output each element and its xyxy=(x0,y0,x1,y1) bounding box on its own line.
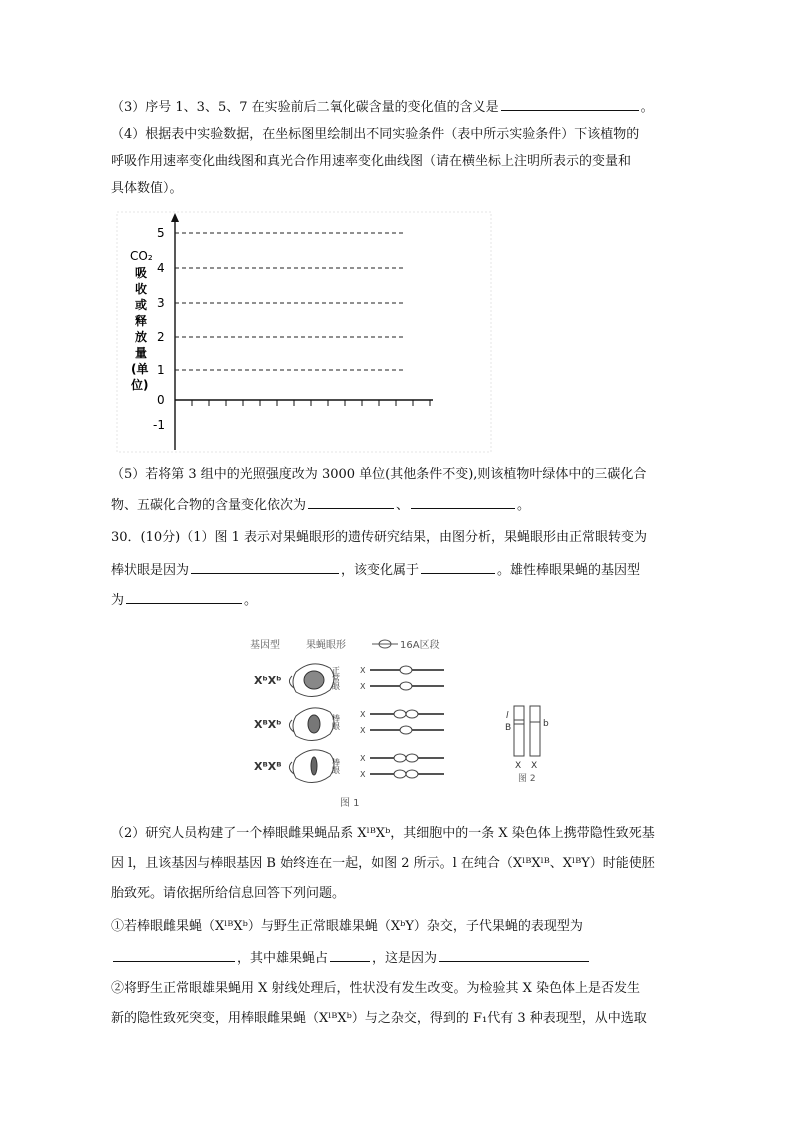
fig1-legend-icon xyxy=(372,640,398,648)
svg-text:1: 1 xyxy=(157,363,165,377)
fig2-label-b: b xyxy=(543,719,549,729)
q3-answer-blank[interactable] xyxy=(501,96,639,111)
q30-line2: 棒状眼是因为 ，该变化属于 。雄性棒眼果蝇的基因型 xyxy=(111,559,640,580)
y-axis-arrow xyxy=(171,213,179,222)
svg-text:正常眼: 正常眼 xyxy=(331,666,341,690)
q5-blank-1[interactable] xyxy=(308,494,394,509)
q3-line: （3）序号 1、3、5、7 在实验前后二氧化碳含量的变化值的含义是 。 xyxy=(111,96,654,117)
svg-text:XᴮXᴮ: XᴮXᴮ xyxy=(254,760,282,773)
q4-line2: 呼吸作用速率变化曲线图和真光合作用速率变化曲线图（请在横坐标上注明所表示的变量和 xyxy=(111,154,632,169)
svg-text:X: X xyxy=(360,666,366,675)
svg-text:棒眼: 棒眼 xyxy=(331,714,341,730)
q2-1-blank-1[interactable] xyxy=(113,947,235,962)
fig2-label-l: l xyxy=(506,711,509,721)
q30-blank-3[interactable] xyxy=(126,589,242,604)
fig1-header-genotype: 基因型 xyxy=(250,640,280,651)
svg-text:X: X xyxy=(531,761,538,771)
q30-line3: 为 。 xyxy=(111,589,257,610)
fig1-row-bar-homo xyxy=(254,750,444,783)
q2-1-blank-2[interactable] xyxy=(330,947,370,962)
svg-text:X: X xyxy=(360,710,366,719)
q30-line1: 30．(10分)（1）图 1 表示对果蝇眼形的遗传研究结果，由图分析，果蝇眼形由正常眼转变为 xyxy=(111,530,648,545)
y-tick-labels xyxy=(153,226,165,432)
q2-line2: 因 l，且该基因与棒眼基因 B 始终连在一起，如图 2 所示。l 在纯合（XˡᴮXˡᴮ、XˡᴮY）时能使胚 xyxy=(111,856,655,871)
q30-blank-1[interactable] xyxy=(191,559,339,574)
coordinate-graph[interactable] xyxy=(115,210,495,455)
q2-1-line1: ①若棒眼雌果蝇（XˡᴮXᵇ）与野生正常眼雄果蝇（XᵇY）杂交，子代果蝇的表现型为 xyxy=(111,919,583,934)
grid-lines xyxy=(175,233,403,370)
svg-text:量: 量 xyxy=(135,346,148,360)
q2-line3: 胎致死。请依据所给信息回答下列问题。 xyxy=(111,886,346,901)
svg-text:棒眼: 棒眼 xyxy=(331,758,341,774)
svg-text:放: 放 xyxy=(135,330,148,344)
figure-1 xyxy=(248,636,478,811)
q2-line1: （2）研究人员构建了一个棒眼雌果蝇品系 XˡᴮXᵇ，其细胞中的一条 X 染色体上携带隐性致死基 xyxy=(111,826,655,841)
q2-2-line2: 新的隐性致死突变，用棒眼雌果蝇（XˡᴮXᵇ）与之杂交，得到的 F₁代有 3 种表现型，从中选取 xyxy=(111,1011,647,1026)
svg-text:释: 释 xyxy=(135,314,148,328)
fig2-label-B: B xyxy=(505,723,512,733)
x-axis-ticks xyxy=(192,400,430,406)
q5-blank-2[interactable] xyxy=(411,494,515,509)
svg-text:4: 4 xyxy=(157,261,165,275)
svg-text:-1: -1 xyxy=(153,418,165,432)
q3-text: （3）序号 1、3、5、7 在实验前后二氧化碳含量的变化值的含义是 xyxy=(111,100,499,115)
svg-text:X: X xyxy=(360,770,366,779)
fig1-row-bar-hetero xyxy=(254,708,444,741)
q2-1-line2: ，其中雄果蝇占 ，这是因为 xyxy=(111,947,591,968)
fig2-caption: 图 2 xyxy=(518,774,536,784)
svg-text:XᵇXᵇ: XᵇXᵇ xyxy=(254,674,282,687)
svg-text:0: 0 xyxy=(157,393,165,407)
q4-line1: （4）根据表中实验数据，在坐标图里绘制出不同实验条件（表中所示实验条件）下该植物的 xyxy=(111,127,640,142)
q5-line2: 物、五碳化合物的含量变化依次为 、 。 xyxy=(111,494,530,515)
fig1-eye-drawing-1 xyxy=(289,664,334,697)
y-axis-label-co2: CO₂ xyxy=(130,249,153,263)
fig1-caption: 图 1 xyxy=(340,798,360,809)
fig1-eye-drawing-2 xyxy=(289,708,334,741)
svg-text:X: X xyxy=(515,761,522,771)
svg-text:3: 3 xyxy=(157,296,165,310)
fig1-row-normal xyxy=(254,664,444,697)
svg-text:X: X xyxy=(360,682,366,691)
fig1-header-region: 16A区段 xyxy=(400,640,440,651)
svg-text:收: 收 xyxy=(135,282,148,296)
svg-text:X: X xyxy=(360,754,366,763)
y-axis-label xyxy=(130,266,149,392)
svg-text:5: 5 xyxy=(157,226,165,240)
svg-text:2: 2 xyxy=(157,330,165,344)
q4-line3: 具体数值）。 xyxy=(111,181,183,196)
svg-text:X: X xyxy=(360,726,366,735)
svg-text:XᴮXᵇ: XᴮXᵇ xyxy=(254,718,282,731)
q30-blank-2[interactable] xyxy=(421,559,495,574)
fig1-header-eye: 果蝇眼形 xyxy=(306,640,346,651)
svg-text:位): 位) xyxy=(131,378,149,392)
svg-text:(单: (单 xyxy=(131,362,149,376)
svg-text:或: 或 xyxy=(135,298,148,312)
svg-text:吸: 吸 xyxy=(135,266,148,280)
fig1-eye-drawing-3 xyxy=(289,750,334,783)
q5-line1: （5）若将第 3 组中的光照强度改为 3000 单位(其他条件不变),则该植物叶绿体中的三碳化合 xyxy=(111,467,647,482)
q2-1-blank-3[interactable] xyxy=(439,947,589,962)
q2-2-line1: ②将野生正常眼雄果蝇用 X 射线处理后，性状没有发生改变。为检验其 X 染色体上是否发生 xyxy=(111,981,641,996)
graph-border xyxy=(117,212,491,452)
figure-2 xyxy=(500,704,560,784)
